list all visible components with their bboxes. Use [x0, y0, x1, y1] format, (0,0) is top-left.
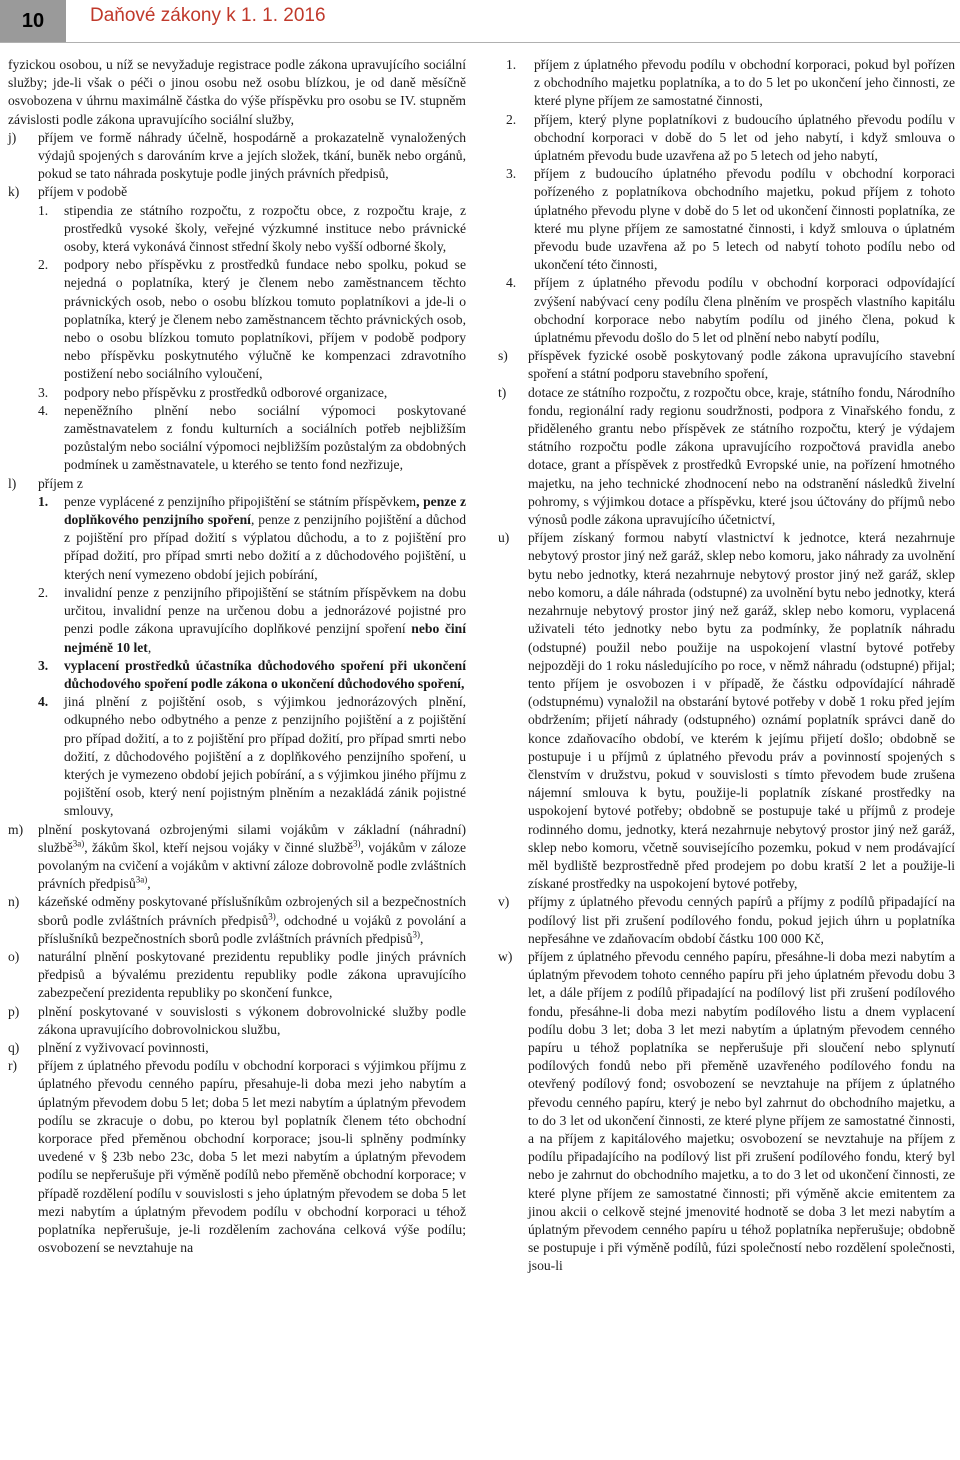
- subitem-label: 4.: [506, 275, 517, 291]
- item-label: r): [8, 1058, 18, 1074]
- item-j: [8, 129, 466, 184]
- item-label: u): [498, 530, 510, 546]
- item-label: l): [8, 475, 17, 491]
- subitem-text: příjem z budoucího úplatného převodu podílu v obchodní korporaci pořízeného z poplatníkova obchodního majetku, pokud příjem z tohoto úplatného převodu plyne v době do 5 let od ukončení činnosti poplatníka, ze které mu plyne příjem ze samostatné činnosti, i když smlouva o úplatném převodu bude uzavřena až po 5 letech od nabytí tohoto podílu nebo od ukončení této činnosti,: [534, 166, 955, 273]
- item-label: k): [8, 184, 20, 200]
- item-label: t): [498, 384, 507, 400]
- item-w: [498, 948, 955, 1276]
- subitem-text: příjem z úplatného převodu podílu v obchodní korporaci odpovídající zvýšení nabývací ceny podílu člena plněním ve prospěch vlastního kapitálu obchodní korporace nebo nabytím podílu od jiného člena, pokud k úplatnému převodu došlo do 5 let od plnění nebo nabytí podílu,: [534, 275, 955, 346]
- footnote-ref: 3): [412, 929, 420, 940]
- subitem-text: , penze z penzijního pojištění a důchod z pojištění pro případ dožití s výplatou důchodu, a to z pojištění pro případ dožití, pro případ smrti nebo dožití a z důchodového pojištění, u kterých není vymezeno období jejich pobírání,: [64, 512, 466, 582]
- item-label: q): [8, 1039, 20, 1055]
- subitem-label: 1.: [38, 202, 49, 218]
- subitem-text: vyplacení prostředků účastníka důchodového spoření při ukončení důchodového spoření podle zákona o ukončení důchodového spoření,: [64, 657, 466, 691]
- item-text: příjem získaný formou nabytí vlastnictví k jednotce, která nezahrnuje nebytový prostor jiný než garáž, sklep nebo komoru, jako náhrady za uvolnění bytu nebo jednotky, která nezahrnuje nebytový prostor jiný než garáž, sklep nebo komoru, a dále náhrada (odstupné) za uvolnění bytu nebo jednotky, která nezahrnuje nebytový prostor jiný než garáž, sklep nebo komoru, vyplacená uživateli této jednotky nebo bytu za podmínky, že poplatník náhradu (odstupné) použil nebo použije na uspokojení vlastní bytové potřeby nejpozději do 1 roku následujícího po roce, v němž náhradu (odstupné) přijal; tento příjem je osvobozen i v případě, že částku odpovídající náhradě (odstupnému) vynaložil na obstarání bytové potřeby v době 1 roku před jejím obdržením; přijetí náhrady (odstupného) oznámí poplatník správci daně do konce zdaňovacího období, ve kterém k jejímu přijetí došlo; obdobně se postupuje i u příjmů z úplatného převodu práv a povinností spojených s členstvím v družstvu, pokud v souvislosti s tímto převodem bude zrušena nájemní smlouva k bytu, použije-li poplatník získané prostředky na uspokojení bytové potřeby; obdobně se postupuje také u příjmů z prodeje rodinného domu, jednotky, která nezahrnuje nebytový prostor jiný než garáž, sklep nebo komoru, včetně souvisejícího pozemku, pokud v nem prodávající měl bydliště bezprostředně před prodejem po dobu kratší 2 let a použije-li získané prostředky na uspokojení bytové potřeby,: [528, 530, 955, 892]
- item-text: příjmy z úplatného převodu cenných papírů a příjmy z podílů připadající na podílový list při zrušení podílového fondu, pokud jejich úhrn u poplatníka nepřesáhne ve zdaňovacím období částku 100 000 Kč,: [528, 894, 955, 946]
- item-label: s): [498, 348, 508, 364]
- subitem-text: penze vyplácené z penzijního připojištění se státním příspěvkem: [64, 493, 417, 509]
- subitem-text: podpory nebo příspěvku z prostředků fundace nebo spolku, pokud se nejedná o poplatníka, který je členem nebo zaměstnancem těchto právnických osob, nebo o osobu blízkou tomuto poplatníkovi a jde-li o poplatníka, který je členem nebo zaměstnancem těchto právnických osob, nebo o osobu blízkou tomuto poplatníkovi, příjem v podobě podpory nebo příspěvku poskytnutého výlučně ke kompenzaci zdravotního postižení nebo sociálního vyloučení,: [64, 257, 466, 382]
- left-column: [8, 56, 466, 1257]
- item-text: kázeňské odměny poskytované příslušníkům ozbrojených sil a bezpečnostních sborů podle zvláštních právních předpisů: [38, 894, 466, 928]
- subitem-text: podpory nebo příspěvku z prostředků odborové organizace,: [64, 384, 388, 400]
- item-text: příjem v podobě: [38, 184, 128, 200]
- item-label: j): [8, 129, 17, 145]
- item-l: [8, 475, 466, 493]
- subitem-label: 3.: [38, 384, 49, 400]
- subitem-label: 2.: [38, 584, 49, 600]
- subitem-text: jiná plnění z pojištění osob, s výjimkou jednorázových plnění, odkupného nebo odbytného a penze z penzijního pojištění a z pojištění pro případ dožití, a to z pojištění pro případ dožití, pro případ smrti nebo dožití, z důchodového pojištění a z doplňkového penzijního spoření, u kterých je vymezeno období jejich pobírání, a s výjimkou jiného příjmu z pojištění osob, který není pojistným plněním a nezakládá zánik pojistné smlouvy,: [64, 694, 466, 819]
- subitem-text: příjem z úplatného převodu podílu v obchodní korporaci, pokud byl pořízen z obchodního majetku poplatníka, a to do 5 let po ukončení jeho činnosti, ze které plyne příjem ze samostatné činnosti,: [534, 57, 955, 109]
- subitem-l4: [8, 693, 466, 820]
- subitem-k1: [8, 202, 466, 257]
- footnote-ref: 3a): [72, 838, 85, 849]
- subitem-text: stipendia ze státního rozpočtu, z rozpočtu obce, z rozpočtu kraje, z prostředků vysoké školy, veřejné výzkumné instituce nebo právnické osoby, která vykonává činnost střední školy nebo vyšší odborné školy,: [64, 202, 466, 255]
- item-label: v): [498, 894, 510, 910]
- item-label: n): [8, 894, 20, 910]
- footnote-ref: 3a): [135, 874, 148, 885]
- item-k: [8, 183, 466, 201]
- subitem-k4: [8, 402, 466, 475]
- subitem-l1: [8, 493, 466, 584]
- subitem-label: 4.: [38, 694, 49, 710]
- item-text: dotace ze státního rozpočtu, z rozpočtu obce, kraje, státního fondu, Národního fondu, regionální rady regionu soudržnosti, podpora z Vinařského fondu, z přiděleného grantu nebo příspěvek ze státního rozpočtu, který je výdajem státního rozpočtu podle zákona upravujícího rozpočtová pravidla anebo dotace, grant a příspěvek z prostředků Evropské unie, na pořízení hmotného majetku, na jeho technické zhodnocení nebo na odstranění následků živelní pohromy, s výjimkou dotace a příspěvku, které jsou účtovány do příjmů nebo výnosů podle zákona upravujícího účetnictví,: [528, 384, 955, 528]
- footnote-ref: 3): [268, 911, 276, 922]
- page-header: [0, 0, 960, 44]
- subitem-r1: [498, 56, 955, 111]
- amended-text: , penze z doplňkového penzijního spoření: [64, 493, 466, 528]
- item-u: [498, 529, 955, 893]
- item-r: [8, 1057, 466, 1257]
- item-o: [8, 948, 466, 1003]
- item-q: [8, 1039, 466, 1057]
- subitem-text: příjem, který plyne poplatníkovi z budoucího úplatného převodu podílu v obchodní korporaci v době do 5 let od jeho nabytí, i když smlouva o úplatném převodu bude uzavřena až po 5 letech od jeho nabytí,: [534, 111, 955, 164]
- item-text: plnění z vyživovací povinnosti,: [38, 1039, 209, 1055]
- page-number: 10: [0, 0, 66, 42]
- subitem-text: ,: [147, 639, 152, 655]
- subitem-label: 3.: [506, 166, 517, 182]
- subitem-label: 4.: [38, 402, 49, 418]
- item-m: [8, 821, 466, 894]
- running-title: Daňové zákony k 1. 1. 2016: [90, 5, 326, 26]
- item-text: ,: [147, 876, 151, 892]
- item-text: příjem z úplatného převodu podílu v obchodní korporaci s výjimkou příjmu z úplatného převodu cenného papíru, přesahuje-li doba mezi jeho nabytím a úplatným převodem dobu 5 let; doba 5 let mezi nabytím a úplatným převodem podílu se zkracuje o dobu, po kterou byl poplatník členem této obchodní korporace před přeměnou obchodní korporace; jsou-li splněny podmínky uvedené v § 23b nebo 23c, doba 5 let mezi nabytím a úplatným převodem podílu se nepřerušuje při výměně podílů nebo přeměně obchodní korporace; v případě rozdělení podílu v souvislosti s jeho úplatným převodem se doba 5 let mezi nabytím a úplatným převodem podílu v obchodní korporaci u téhož poplatníka nepřerušuje, je-li rozdělením zachována celková výše podílu; osvobození se nevztahuje na: [38, 1058, 466, 1256]
- item-label: o): [8, 948, 20, 964]
- item-label: w): [498, 948, 513, 964]
- item-text: naturální plnění poskytované prezidentu republiky podle jiných právních předpisů a bývalému prezidentu republiky podle zákona upravujícího zabezpečení prezidenta republiky po skončení funkce,: [38, 948, 466, 1001]
- item-text: , žákům škol, kteří nejsou vojáky v činné službě: [84, 839, 353, 855]
- subitem-text: invalidní penze z penzijního připojištění se státním příspěvkem na dobu určitou, invalidní penze na určenou dobu a jednorázové pojistné pro penzi podle zákona upravujícího doplňkové penzijní spoření: [64, 584, 466, 637]
- item-label: m): [8, 821, 24, 837]
- item-s: [498, 347, 955, 383]
- item-text: plnění poskytovaná ozbrojenými silami vojákům v základní (náhradní) službě: [38, 821, 466, 855]
- item-text: , vojákům v záloze povolaným na cvičení a vojákům v aktivní záloze dobrovolně podle zvláštních právních předpisů: [38, 839, 466, 892]
- header-rule: [0, 42, 960, 43]
- right-column: [498, 56, 955, 1276]
- subitem-text: nepeněžního plnění nebo sociální výpomoci poskytované zaměstnavatelem z fondu kulturních a sociálních potřeb nejbližším pozůstalým nebo sociální výpomoci nejbližším pozůstalým za obdobných podmínek u zaměstnavatele, u kterého se tento fond nezřizuje,: [64, 402, 466, 473]
- subitem-l2: [8, 584, 466, 657]
- item-text: příjem z: [38, 475, 83, 491]
- item-text: , odchodné u vojáků z povolání a příslušníků bezpečnostních sborů podle zvláštních právních předpisů: [38, 912, 466, 946]
- item-text: příjem z úplatného převodu cenného papíru, přesáhne-li doba mezi nabytím a úplatným převodem tohoto cenného papíru při jeho úplatném převodu dobu 3 let, a dále příjem z podílů připadající na podílový list při zrušení podílového fondu, přesáhne-li doba mezi nabytím podílového listu a dnem vyplacení podílu dobu 3 let; doba 3 let mezi nabytím a úplatným převodem cenného papíru u téhož poplatníka se nepřerušuje při sloučení nebo splynutí podílových fondů nebo při přeměně uzavřeného podílového fondu na otevřený podílový fond; osvobození se nevztahuje na příjem z úplatného převodu cenného papíru, který je nebo byl zahrnut do obchodního majetku, a to do 3 let od ukončení činnosti, ze které plyne příjem ze samostatné činnosti, a na příjem z kapitálového majetku; osvobození se nevztahuje na příjem z podílu připadajícího na podílový list při zrušení podílového fondu, který byl nebo je zahrnut do obchodního majetku, a to do 3 let od ukončení činnosti, ze které plyne příjem ze samostatné činnosti; při výměně akcie emitentem za jinou akcii o celkově stejné jmenovité hodnotě se doba 3 let mezi nabytím a úplatným převodem cenného papíru u téhož poplatníka nepřerušuje; obdobně se postupuje i při výměně podílů, fúzi společností nebo rozdělení společnosti, jsou-li: [528, 948, 955, 1274]
- amended-text: nebo činí nejméně 10 let: [64, 621, 467, 655]
- subitem-l3: [8, 657, 466, 693]
- item-text: příjem ve formě náhrady účelně, hospodárně a prokazatelně vynaložených výdajů spojených s darováním krve a jejích složek, tkání, buněk nebo orgánů, pokud se tato náhrada poskytuje podle jiných právních předpisů,: [38, 129, 466, 182]
- subitem-r2: [498, 111, 955, 166]
- item-p: [8, 1003, 466, 1039]
- subitem-r3: [498, 165, 955, 274]
- subitem-label: 3.: [38, 657, 49, 673]
- subitem-label: 2.: [506, 111, 517, 127]
- item-text: plnění poskytované v souvislosti s výkonem dobrovolnické služby podle zákona upravujícího dobrovolnickou službu,: [38, 1003, 466, 1037]
- subitem-k2: [8, 256, 466, 383]
- item-n: [8, 893, 466, 948]
- subitem-r4: [498, 274, 955, 347]
- subitem-k3: [8, 384, 466, 402]
- item-t: [498, 384, 955, 530]
- item-v: [498, 893, 955, 948]
- subitem-label: 2.: [38, 257, 49, 273]
- item-label: p): [8, 1003, 20, 1019]
- item-text: příspěvek fyzické osobě poskytovaný podle zákona upravujícího stavební spoření a státní podporu stavebního spoření,: [528, 348, 955, 382]
- item-text: ,: [420, 930, 424, 946]
- subitem-label: 1.: [38, 493, 49, 509]
- footnote-ref: 3): [353, 838, 361, 849]
- subitem-label: 1.: [506, 57, 517, 72]
- paragraph-intro: fyzickou osobou, u níž se nevyžaduje registrace podle zákona upravujícího sociální služby; jde-li však o péči o jinou osobu než osobu blízkou, je od daně měsíčně osvobozena v úhrnu maximálně částka do výše příspěvku pro osobu se IV. stupněm závislosti podle zákona upravujícího sociální služby,: [8, 57, 466, 127]
